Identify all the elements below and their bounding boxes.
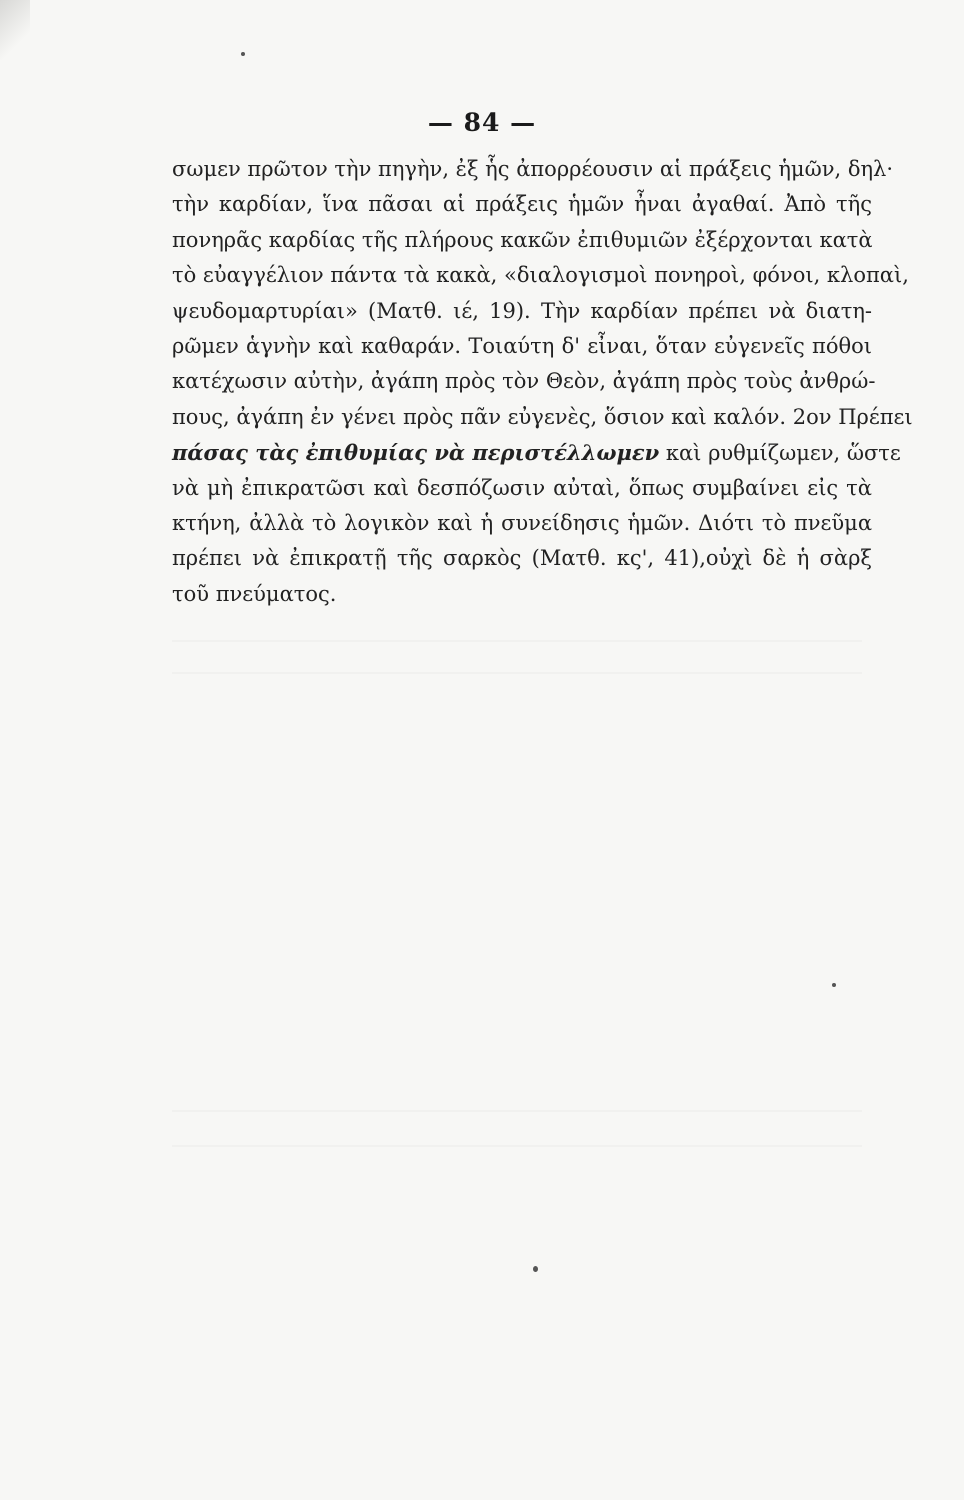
- text-line: ψευδομαρτυρίαι» (Ματθ. ιέ, 19). Τὴν καρδίαν πρέπει νὰ διατη-: [172, 298, 872, 323]
- italic-phrase: πάσας τὰς ἐπιθυμίας νὰ περιστέλλωμεν: [172, 440, 660, 466]
- bleed-through-line: [172, 672, 862, 674]
- last-line: τοῦ πνεύματος.: [172, 581, 337, 606]
- text-line: νὰ μὴ ἐπικρατῶσι καὶ δεσπόζωσιν αὐταὶ, ὅπως συμβαίνει εἰς τὰ: [172, 475, 872, 500]
- text-line: σωμεν πρῶτον τὴν πηγὴν, ἐξ ἧς ἀπορρέουσιν αἱ πράξεις ἡμῶν, δηλ·: [172, 157, 894, 181]
- emphasized-line: [172, 435, 901, 470]
- paper-speck: [832, 983, 836, 987]
- text-line: κτήνη, ἀλλὰ τὸ λογικὸν καὶ ἡ συνείδησις ἡμῶν. Διότι τὸ πνεῦμα: [172, 510, 872, 535]
- bleed-through-line: [172, 640, 862, 642]
- page-number: — 84 —: [427, 108, 537, 137]
- text-line: κατέχωσιν αὐτὴν, ἀγάπη πρὸς τὸν Θεὸν, ἀγάπη πρὸς τοὺς ἀνθρώ-: [172, 369, 876, 394]
- bleed-through-line: [172, 1110, 862, 1112]
- text-line: πρέπει νὰ ἐπικρατῇ τῆς σαρκὸς (Ματθ. κς', 41),οὐχὶ δὲ ἡ σὰρξ: [172, 546, 872, 571]
- text-line: πους, ἀγάπη ἐν γένει πρὸς πᾶν εὐγενὲς, ὅσιον καὶ καλόν. 2ον Πρέπει: [172, 404, 913, 429]
- text-line: τὴν καρδίαν, ἵνα πᾶσαι αἱ πράξεις ἡμῶν ἦναι ἀγαθαί. Ἀπὸ τῆς: [172, 192, 872, 217]
- text-line: τὸ εὐαγγέλιον πάντα τὰ κακὰ, «διαλογισμοὶ πονηροὶ, φόνοι, κλοπαὶ,: [172, 263, 909, 288]
- bleed-through-line: [172, 1145, 862, 1147]
- paper-speck: [533, 1266, 538, 1272]
- text-line: ρῶμεν ἁγνὴν καὶ καθαράν. Τοιαύτη δ' εἶναι, ὅταν εὐγενεῖς πόθοι: [172, 333, 872, 358]
- paper-speck: [241, 52, 245, 56]
- body-text: [172, 152, 913, 612]
- text-line: πονηρᾶς καρδίας τῆς πλήρους κακῶν ἐπιθυμιῶν ἐξέρχονται κατὰ: [172, 227, 873, 252]
- page-corner-shadow: [0, 0, 30, 60]
- text-line-rest: καὶ ρυθμίζωμεν, ὥστε: [659, 441, 901, 466]
